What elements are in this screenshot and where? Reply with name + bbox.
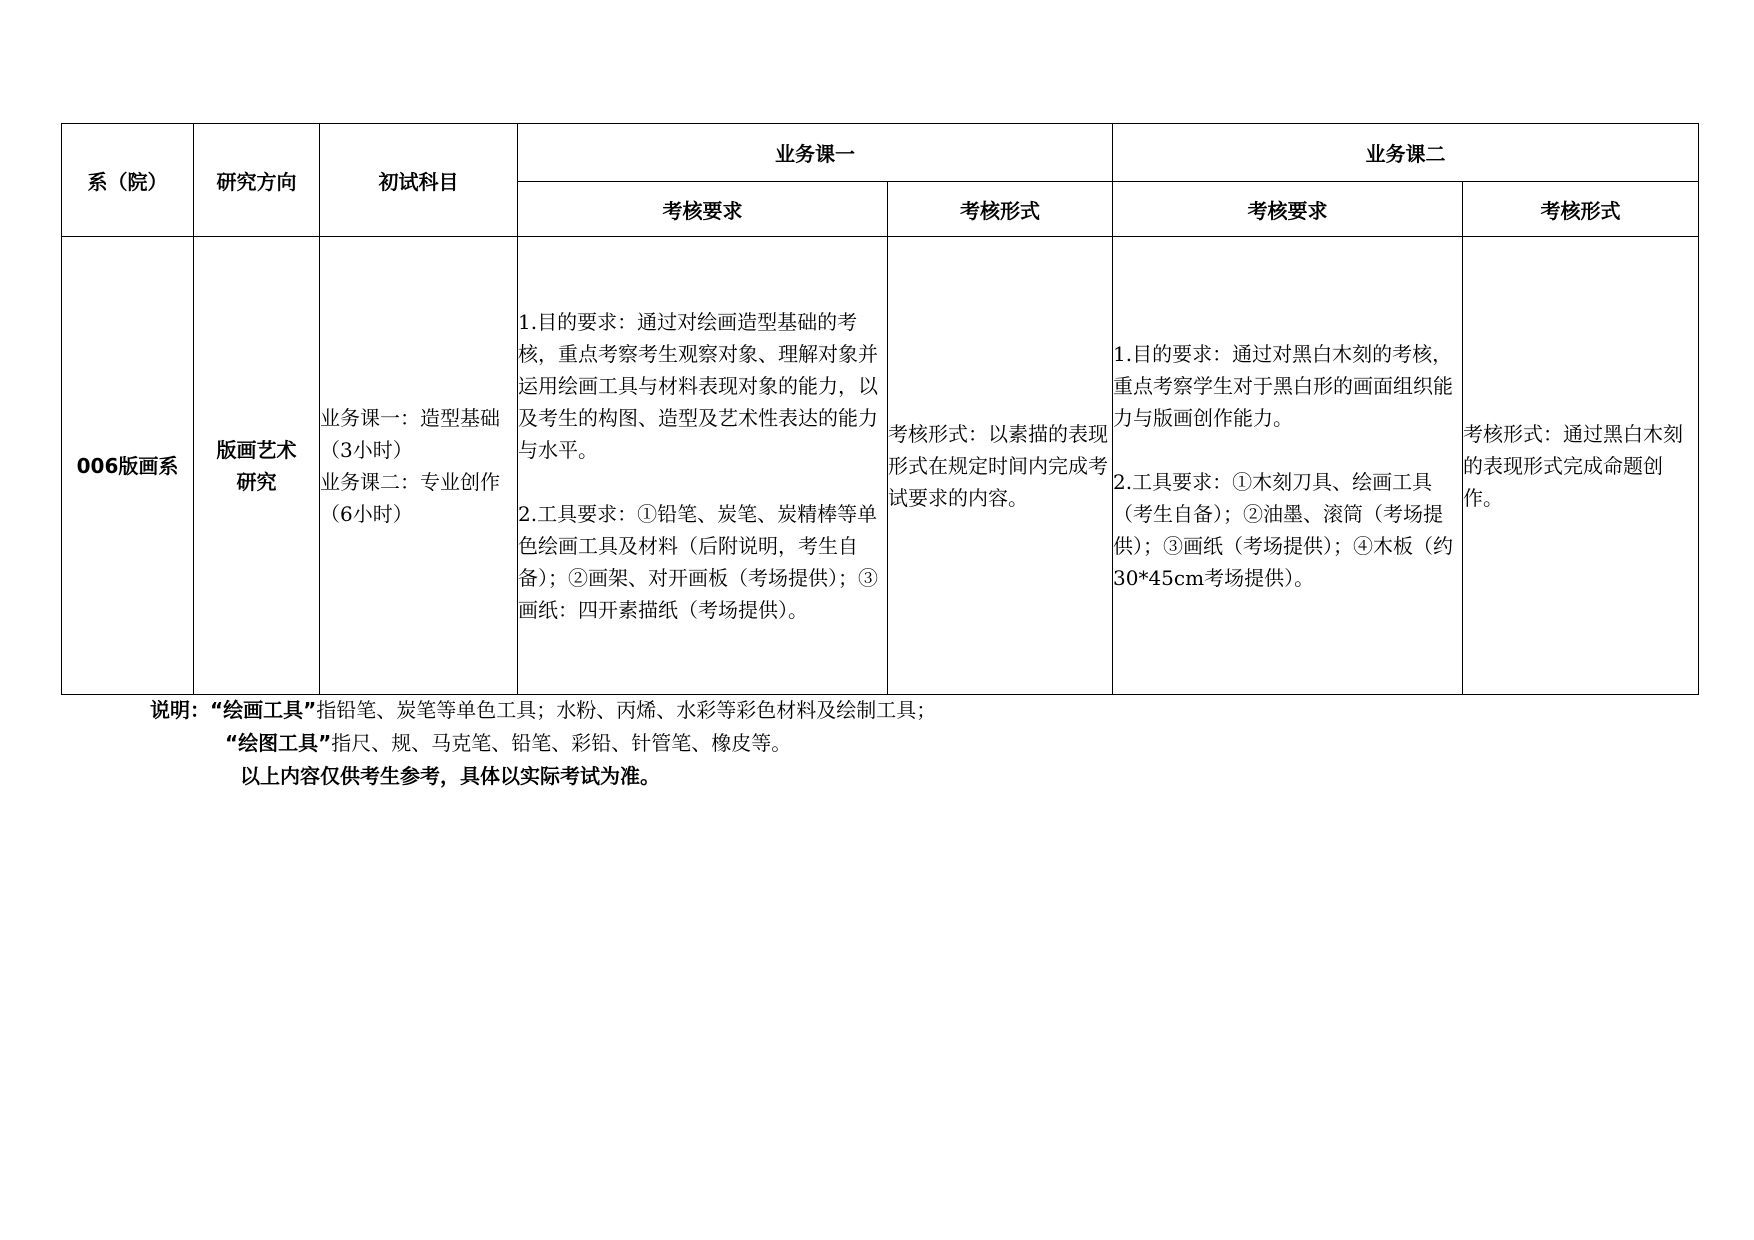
- cell-course-two-requirement: [1113, 237, 1463, 695]
- header-course-two-requirement: 考核要求: [1113, 182, 1463, 237]
- notes-label: 说明：: [150, 698, 210, 722]
- term-painting-tools: “绘画工具”: [210, 698, 317, 722]
- requirement-tools: 2.工具要求：①铅笔、炭笔、炭精棒等单色绘画工具及材料（后附说明，考生自备）；②画架、对开画板（考场提供）；③画纸：四开素描纸（考场提供）。: [518, 501, 878, 622]
- cell-course-one-requirement: [518, 237, 888, 695]
- header-department: 系（院）: [62, 124, 194, 237]
- note-disclaimer: 以上内容仅供考生参考，具体以实际考试为准。: [240, 764, 660, 788]
- note-line-painting-tools: [150, 694, 936, 727]
- subject-line: 业务课二：专业创作: [320, 469, 500, 494]
- subject-line: （3小时）: [320, 437, 413, 462]
- direction-line: 版画艺术: [216, 437, 297, 462]
- direction-line: 研究: [236, 469, 277, 494]
- header-research-direction: 研究方向: [194, 124, 320, 237]
- header-course-one-form: 考核形式: [888, 182, 1113, 237]
- header-course-one: 业务课一: [518, 124, 1113, 182]
- desc-painting-tools: 指铅笔、炭笔等单色工具；水粉、丙烯、水彩等彩色材料及绘制工具；: [316, 698, 937, 722]
- subject-line: （6小时）: [320, 501, 413, 526]
- requirement-purpose: 1.目的要求：通过对绘画造型基础的考核，重点考察考生观察对象、理解对象并运用绘画工具与材料表现对象的能力，以及考生的构图、造型及艺术性表达的能力与水平。: [518, 309, 878, 462]
- exam-requirements-table: [61, 123, 1699, 695]
- cell-research-direction: [194, 237, 320, 695]
- note-line-drawing-tools: [150, 727, 936, 760]
- subject-line: 业务课一：造型基础: [320, 405, 500, 430]
- requirement-purpose: 1.目的要求：通过对黑白木刻的考核，重点考察学生对于黑白形的画面组织能力与版画创作能力。: [1113, 341, 1453, 430]
- header-course-two: 业务课二: [1113, 124, 1699, 182]
- requirement-tools: 2.工具要求：①木刻刀具、绘画工具（考生自备）；②油墨、滚筒（考场提供）；③画纸（考场提供）；④木板（约30*45cm考场提供）。: [1113, 469, 1453, 590]
- notes-section: [150, 694, 936, 793]
- cell-course-one-form: 考核形式：以素描的表现形式在规定时间内完成考试要求的内容。: [888, 237, 1113, 695]
- desc-drawing-tools: 指尺、规、马克笔、铅笔、彩铅、针管笔、橡皮等。: [331, 731, 792, 755]
- term-drawing-tools: “绘图工具”: [225, 731, 332, 755]
- header-course-one-requirement: 考核要求: [518, 182, 888, 237]
- header-exam-subjects: 初试科目: [320, 124, 518, 237]
- table-row: [62, 237, 1699, 695]
- cell-course-two-form: 考核形式：通过黑白木刻的表现形式完成命题创作。: [1463, 237, 1699, 695]
- header-course-two-form: 考核形式: [1463, 182, 1699, 237]
- cell-exam-subjects: [320, 237, 518, 695]
- cell-department: 006版画系: [62, 237, 194, 695]
